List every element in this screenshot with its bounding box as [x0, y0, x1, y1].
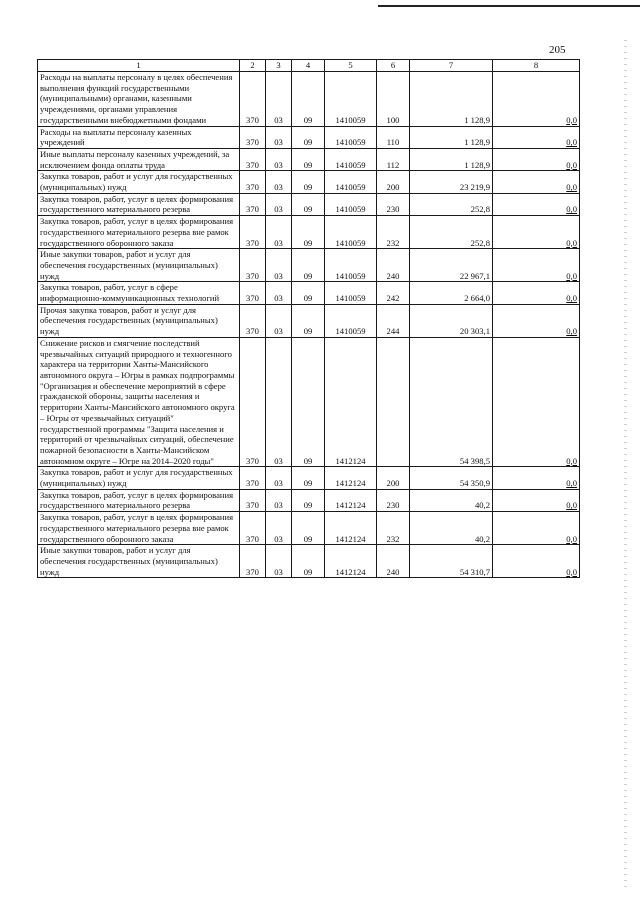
cell-administrator: 370 [240, 489, 266, 511]
cell-administrator: 370 [240, 72, 266, 127]
cell-administrator: 370 [240, 512, 266, 545]
table-row [38, 512, 580, 545]
page-number: 205 [549, 44, 566, 56]
cell-administrator: 370 [240, 304, 266, 337]
table-row [38, 148, 580, 170]
column-header: 7 [410, 60, 493, 72]
cell-expense-type: 100 [377, 72, 410, 127]
cell-target-article: 1410059 [325, 216, 377, 249]
cell-section: 03 [266, 216, 292, 249]
cell-amount-col8: 0,0 [493, 467, 580, 489]
cell-amount-col8: 0,0 [493, 249, 580, 282]
cell-subsection: 09 [292, 489, 325, 511]
cell-subsection: 09 [292, 304, 325, 337]
cell-expense-type: 200 [377, 171, 410, 193]
cell-target-article: 1410059 [325, 193, 377, 215]
cell-target-article: 1410059 [325, 72, 377, 127]
cell-subsection: 09 [292, 171, 325, 193]
cell-section: 03 [266, 126, 292, 148]
cell-amount-col8: 0,0 [493, 489, 580, 511]
cell-administrator: 370 [240, 216, 266, 249]
row-name: Закупка товаров, работ, услуг в целях формирования государственного материального резерва вне рамок государственного оборонного заказа [38, 216, 240, 249]
cell-administrator: 370 [240, 282, 266, 304]
cell-amount: 252,8 [410, 193, 493, 215]
cell-section: 03 [266, 171, 292, 193]
cell-target-article: 1410059 [325, 249, 377, 282]
cell-target-article: 1410059 [325, 126, 377, 148]
cell-subsection: 09 [292, 148, 325, 170]
cell-amount-col8: 0,0 [493, 126, 580, 148]
cell-amount: 2 664,0 [410, 282, 493, 304]
cell-administrator: 370 [240, 249, 266, 282]
cell-expense-type: 240 [377, 545, 410, 578]
cell-target-article: 1412124 [325, 467, 377, 489]
cell-section: 03 [266, 489, 292, 511]
cell-expense-type: 110 [377, 126, 410, 148]
cell-amount: 1 128,9 [410, 72, 493, 127]
cell-section: 03 [266, 148, 292, 170]
row-name: Иные выплаты персоналу казенных учреждений, за исключением фонда оплаты труда [38, 148, 240, 170]
cell-subsection: 09 [292, 216, 325, 249]
table-row [38, 282, 580, 304]
cell-target-article: 1412124 [325, 512, 377, 545]
row-name: Закупка товаров, работ, услуг в целях формирования государственного материального резерва [38, 489, 240, 511]
cell-target-article: 1412124 [325, 489, 377, 511]
table-row [38, 72, 580, 127]
column-header: 4 [292, 60, 325, 72]
cell-target-article: 1412124 [325, 337, 377, 466]
table-row [38, 545, 580, 578]
cell-administrator: 370 [240, 467, 266, 489]
cell-expense-type: 242 [377, 282, 410, 304]
cell-section: 03 [266, 193, 292, 215]
cell-administrator: 370 [240, 171, 266, 193]
column-number-row [38, 60, 580, 72]
cell-administrator: 370 [240, 193, 266, 215]
cell-amount-col8: 0,0 [493, 545, 580, 578]
cell-amount: 20 303,1 [410, 304, 493, 337]
cell-target-article: 1410059 [325, 148, 377, 170]
row-name: Закупка товаров, работ и услуг для государственных (муниципальных) нужд [38, 467, 240, 489]
cell-subsection: 09 [292, 282, 325, 304]
row-name: Иные закупки товаров, работ и услуг для обеспечения государственных (муниципальных) нужд [38, 545, 240, 578]
table-row [38, 171, 580, 193]
row-name: Закупка товаров, работ, услуг в целях формирования государственного материального резерва вне рамок государственного оборонного заказа [38, 512, 240, 545]
cell-target-article: 1410059 [325, 304, 377, 337]
table-row [38, 216, 580, 249]
cell-subsection: 09 [292, 467, 325, 489]
column-header: 6 [377, 60, 410, 72]
cell-amount: 54 398,5 [410, 337, 493, 466]
cell-amount-col8: 0,0 [493, 337, 580, 466]
row-name: Закупка товаров, работ, услуг в сфере информационно-коммуникационных технологий [38, 282, 240, 304]
table-row [38, 126, 580, 148]
cell-administrator: 370 [240, 545, 266, 578]
row-name: Расходы на выплаты персоналу казенных учреждений [38, 126, 240, 148]
cell-expense-type: 232 [377, 216, 410, 249]
table-row [38, 467, 580, 489]
table-row [38, 489, 580, 511]
cell-amount: 1 128,9 [410, 126, 493, 148]
column-header: 1 [38, 60, 240, 72]
cell-section: 03 [266, 72, 292, 127]
row-name: Прочая закупка товаров, работ и услуг для обеспечения государственных (муниципальных) нужд [38, 304, 240, 337]
cell-section: 03 [266, 467, 292, 489]
row-name: Снижение рисков и смягчение последствий чрезвычайных ситуаций природного и техногенного характера на территории Ханты-Мансийского автономного округа – Югры в рамках подпрограммы "Организация и обеспечение мероприятий в сфере гражданской обороны, защиты населения и территории Ханты-Мансийского автономного округа – Югры от чрезвычайных ситуаций" государственной программы "Защита населения и территорий от чрезвычайных ситуаций, обеспечение пожарной безопасности в Ханты-Мансийском автономном округе – Югре на 2014–2020 годы" [38, 337, 240, 466]
row-name: Закупка товаров, работ и услуг для государственных (муниципальных) нужд [38, 171, 240, 193]
cell-amount: 40,2 [410, 489, 493, 511]
cell-amount: 54 350,9 [410, 467, 493, 489]
cell-subsection: 09 [292, 512, 325, 545]
table-row [38, 193, 580, 215]
cell-amount-col8: 0,0 [493, 193, 580, 215]
cell-target-article: 1410059 [325, 282, 377, 304]
cell-section: 03 [266, 545, 292, 578]
cell-amount: 23 219,9 [410, 171, 493, 193]
cell-amount-col8: 0,0 [493, 512, 580, 545]
cell-subsection: 09 [292, 249, 325, 282]
cell-administrator: 370 [240, 126, 266, 148]
cell-expense-type: 244 [377, 304, 410, 337]
cell-section: 03 [266, 337, 292, 466]
cell-administrator: 370 [240, 148, 266, 170]
cell-expense-type: 230 [377, 193, 410, 215]
table-row [38, 304, 580, 337]
cell-target-article: 1412124 [325, 545, 377, 578]
scan-top-rule [378, 5, 640, 7]
cell-amount: 40,2 [410, 512, 493, 545]
cell-amount: 1 128,9 [410, 148, 493, 170]
row-name: Расходы на выплаты персоналу в целях обеспечения выполнения функций государственными (муниципальными) органами, казенными учреждениями, органами управления государственными внебюджетными фондами [38, 72, 240, 127]
column-header: 8 [493, 60, 580, 72]
cell-amount: 54 310,7 [410, 545, 493, 578]
cell-subsection: 09 [292, 337, 325, 466]
cell-expense-type: 200 [377, 467, 410, 489]
table-row [38, 337, 580, 466]
cell-subsection: 09 [292, 126, 325, 148]
cell-expense-type: 232 [377, 512, 410, 545]
cell-section: 03 [266, 512, 292, 545]
cell-expense-type: 240 [377, 249, 410, 282]
table-body [38, 72, 580, 578]
cell-section: 03 [266, 282, 292, 304]
cell-subsection: 09 [292, 72, 325, 127]
column-header: 5 [325, 60, 377, 72]
cell-amount-col8: 0,0 [493, 72, 580, 127]
cell-section: 03 [266, 304, 292, 337]
cell-expense-type [377, 337, 410, 466]
table-row [38, 249, 580, 282]
cell-expense-type: 230 [377, 489, 410, 511]
cell-target-article: 1410059 [325, 171, 377, 193]
cell-administrator: 370 [240, 337, 266, 466]
column-header: 2 [240, 60, 266, 72]
scan-edge-marks [624, 40, 627, 890]
budget-table [37, 59, 580, 578]
row-name: Закупка товаров, работ, услуг в целях формирования государственного материального резерва [38, 193, 240, 215]
row-name: Иные закупки товаров, работ и услуг для обеспечения государственных (муниципальных) нужд [38, 249, 240, 282]
cell-amount-col8: 0,0 [493, 216, 580, 249]
column-header: 3 [266, 60, 292, 72]
cell-subsection: 09 [292, 545, 325, 578]
cell-subsection: 09 [292, 193, 325, 215]
cell-amount-col8: 0,0 [493, 304, 580, 337]
cell-expense-type: 112 [377, 148, 410, 170]
cell-amount: 252,8 [410, 216, 493, 249]
cell-amount-col8: 0,0 [493, 171, 580, 193]
cell-amount: 22 967,1 [410, 249, 493, 282]
cell-amount-col8: 0,0 [493, 282, 580, 304]
cell-section: 03 [266, 249, 292, 282]
cell-amount-col8: 0,0 [493, 148, 580, 170]
